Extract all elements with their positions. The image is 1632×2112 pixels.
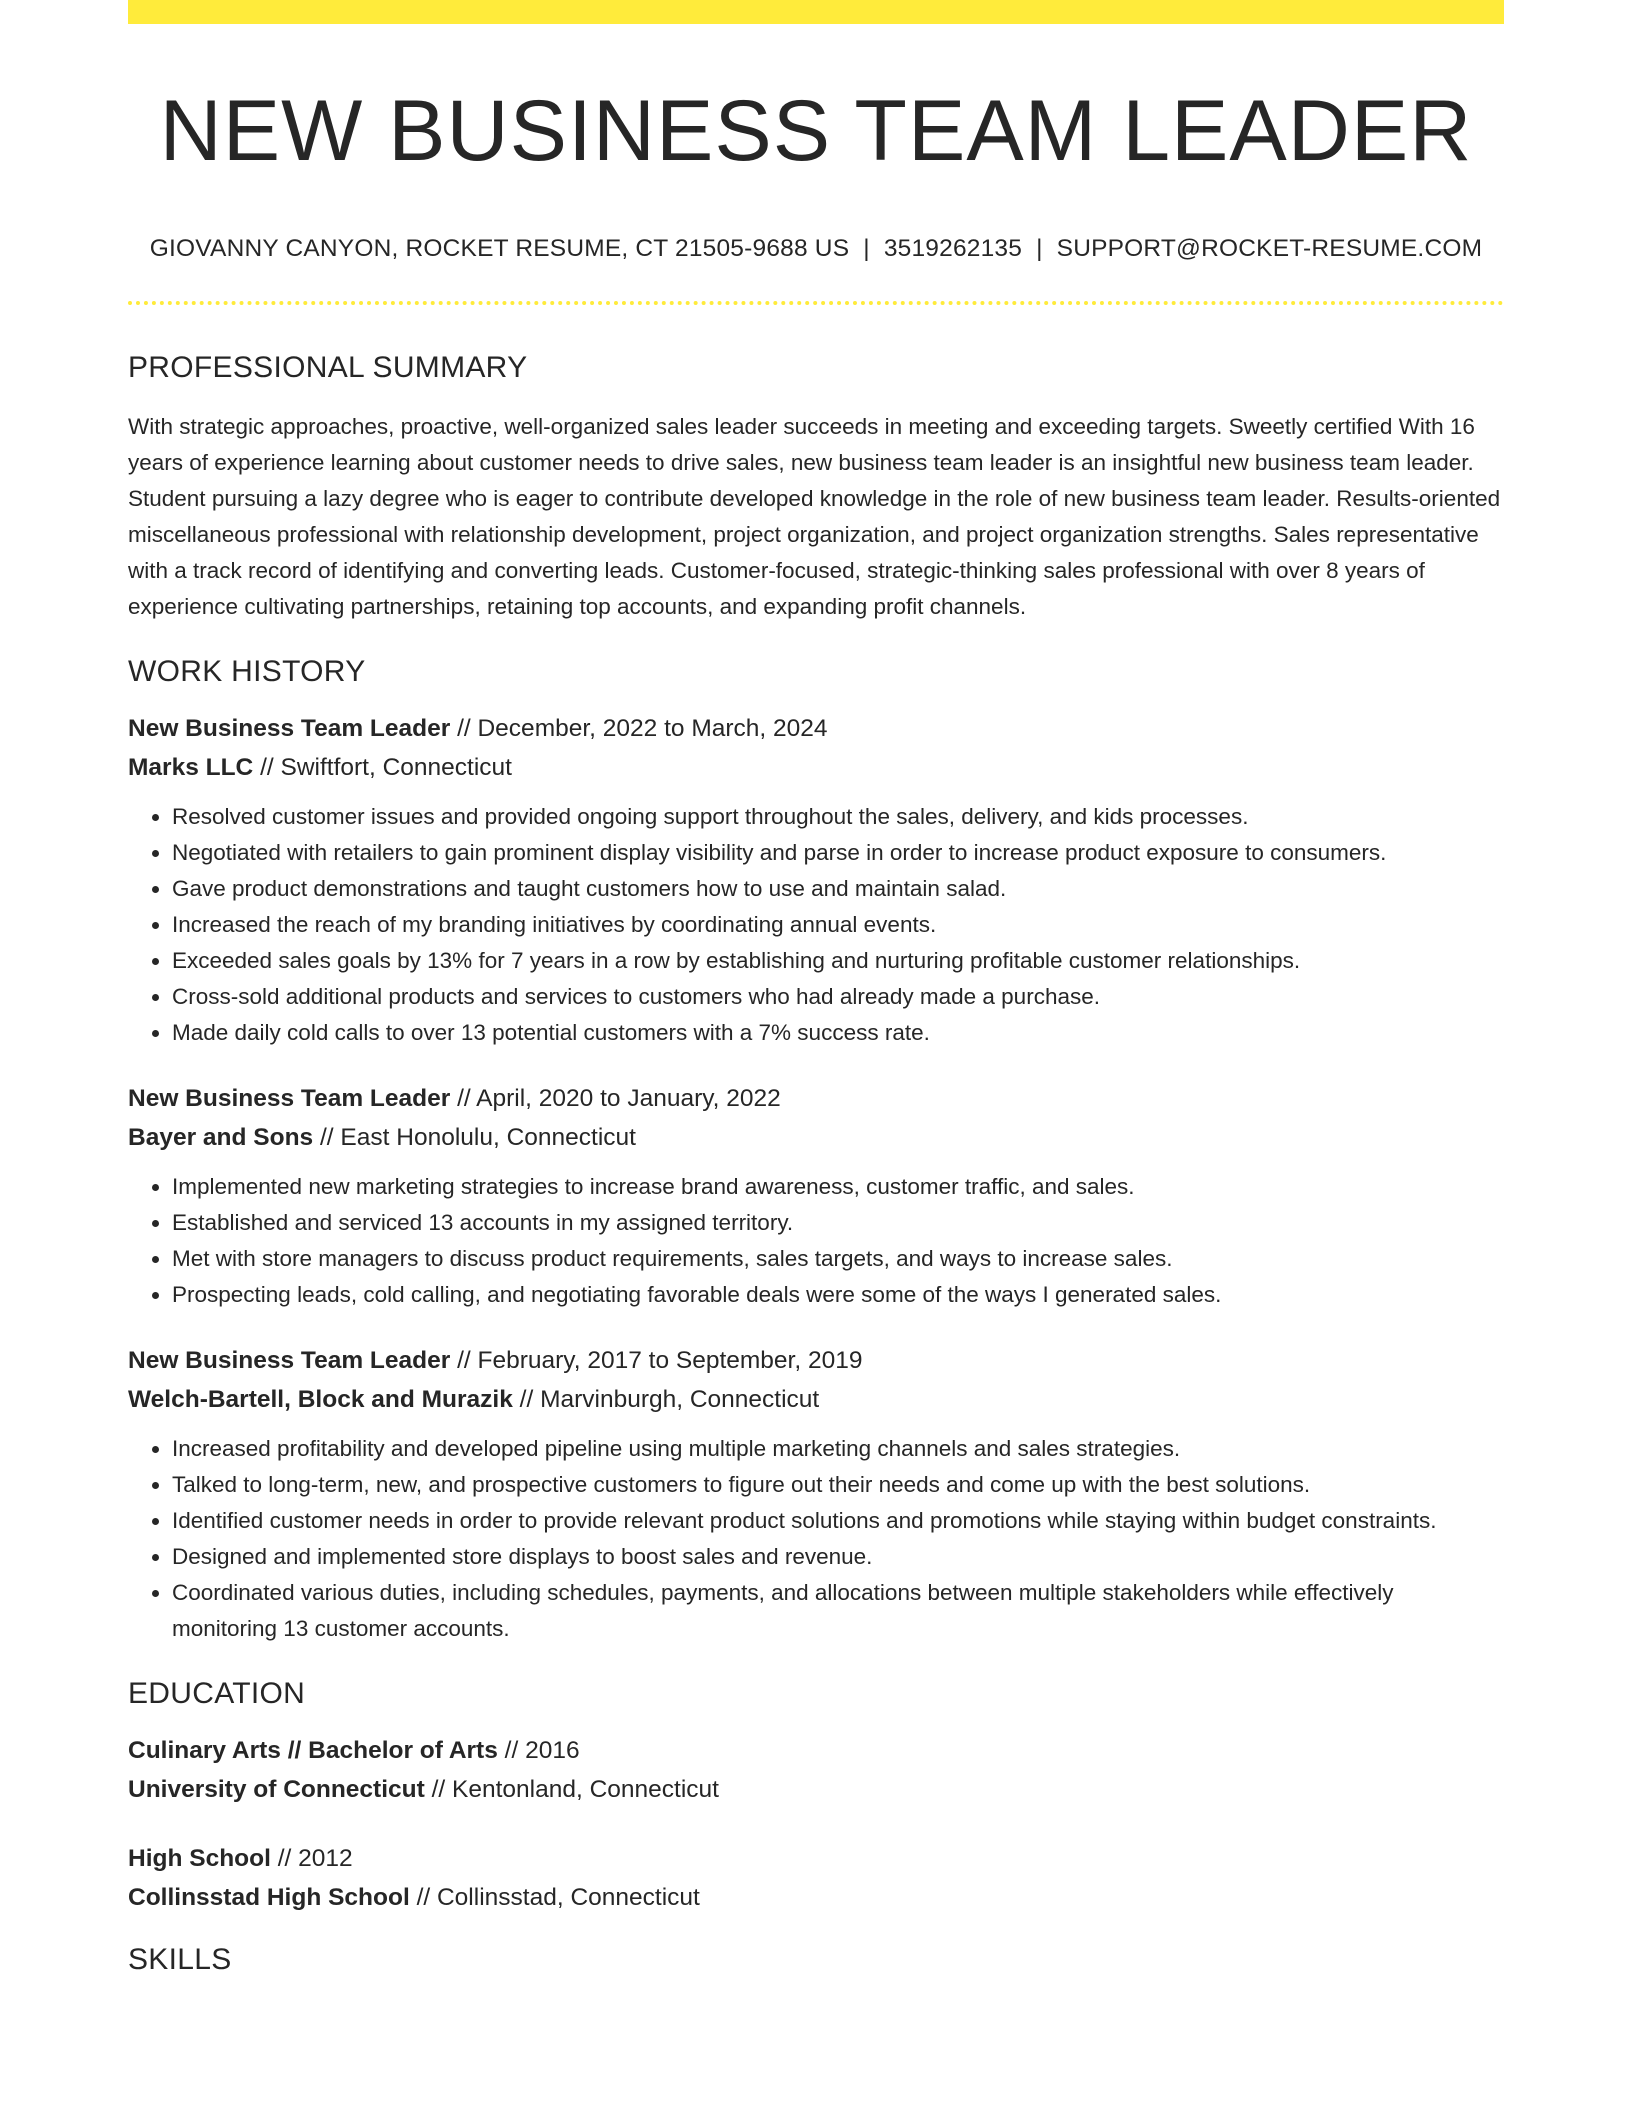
school-line	[128, 1878, 1504, 1917]
job-entry	[128, 1341, 1504, 1647]
job-bullets	[128, 1169, 1504, 1313]
resume-title: NEW BUSINESS TEAM LEADER	[159, 83, 1473, 179]
degree-line	[128, 1731, 1504, 1770]
school: Collinsstad High School	[128, 1883, 410, 1911]
header-divider	[128, 301, 1504, 305]
job-company: Bayer and Sons	[128, 1123, 314, 1151]
list-item: • Cross-sold additional products and services to customers who had already made a purchase.	[172, 979, 1504, 1015]
list-item: • Designed and implemented store displays to boost sales and revenue.	[172, 1539, 1504, 1575]
summary-text: With strategic approaches, proactive, well-organized sales leader succeeds in meeting and exceeding targets. Sweetly certified With 16 years of experience learning about customer needs to drive sales, new business team leader is an insightful new business team leader. Student pursuing a lazy degree who is eager to contribute developed knowledge in the role of new business team leader. Results-oriented miscellaneous professional with relationship development, project organization, and project organization strengths. Sales representative with a track record of identifying and converting leads. Customer-focused, strategic-thinking sales professional with over 8 years of experience cultivating partnerships, retaining top accounts, and expanding profit channels.	[128, 413, 1501, 619]
school-line	[128, 1770, 1504, 1809]
job-company: Welch-Bartell, Block and Murazik	[128, 1385, 513, 1413]
degree: High School	[128, 1844, 271, 1872]
education-entry	[128, 1839, 1504, 1917]
top-accent-bar	[128, 0, 1504, 24]
contact-phone: 3519262135	[883, 234, 1023, 262]
job-bullets	[128, 1431, 1504, 1647]
list-item: • Implemented new marketing strategies to increase brand awareness, customer traffic, and sales.	[172, 1169, 1504, 1205]
school: University of Connecticut	[128, 1775, 425, 1803]
job-title: New Business Team Leader	[128, 1084, 451, 1112]
skills-heading: SKILLS	[128, 1942, 232, 1976]
school-location: // Kentonland, Connecticut	[424, 1775, 719, 1803]
job-title-line	[128, 1079, 1504, 1118]
list-item: • Gave product demonstrations and taught customers how to use and maintain salad.	[172, 871, 1504, 907]
list-item: • Increased profitability and developed pipeline using multiple marketing channels and sales strategies.	[172, 1431, 1504, 1467]
job-title: New Business Team Leader	[128, 1346, 451, 1374]
list-item: • Exceeded sales goals by 13% for 7 years in a row by establishing and nurturing profitable customer relationships.	[172, 943, 1504, 979]
job-dates: // February, 2017 to September, 2019	[450, 1346, 863, 1374]
job-company-line	[128, 1118, 1504, 1157]
education-heading: EDUCATION	[128, 1676, 306, 1710]
degree-year: // 2012	[270, 1844, 353, 1872]
school-location: // Collinsstad, Connecticut	[409, 1883, 700, 1911]
list-item: • Increased the reach of my branding initiatives by coordinating annual events.	[172, 907, 1504, 943]
job-bullets	[128, 799, 1504, 1051]
job-location: // Marvinburgh, Connecticut	[512, 1385, 820, 1413]
job-dates: // April, 2020 to January, 2022	[450, 1084, 781, 1112]
work-history-heading: WORK HISTORY	[128, 654, 366, 688]
contact-line	[128, 235, 1504, 263]
list-item: • Negotiated with retailers to gain prominent display visibility and parse in order to increase product exposure to consumers.	[172, 835, 1504, 871]
list-item: • Coordinated various duties, including schedules, payments, and allocations between multiple stakeholders while effectively monitoring 13 customer accounts.	[172, 1575, 1504, 1647]
contact-address: GIOVANNY CANYON, ROCKET RESUME, CT 21505-9688 US	[149, 234, 850, 262]
contact-separator: |	[863, 234, 870, 262]
list-item: • Resolved customer issues and provided ongoing support throughout the sales, delivery, and kids processes.	[172, 799, 1504, 835]
job-company-line	[128, 748, 1504, 787]
degree-year: // 2016	[497, 1736, 580, 1764]
list-item: • Prospecting leads, cold calling, and negotiating favorable deals were some of the ways I generated sales.	[172, 1277, 1504, 1313]
job-dates: // December, 2022 to March, 2024	[450, 714, 828, 742]
degree-line	[128, 1839, 1504, 1878]
summary-heading: PROFESSIONAL SUMMARY	[128, 350, 528, 384]
education-entry	[128, 1731, 1504, 1809]
list-item: • Made daily cold calls to over 13 potential customers with a 7% success rate.	[172, 1015, 1504, 1051]
resume-page	[128, 0, 1504, 1977]
job-title: New Business Team Leader	[128, 714, 451, 742]
list-item: • Established and serviced 13 accounts in my assigned territory.	[172, 1205, 1504, 1241]
list-item: • Met with store managers to discuss product requirements, sales targets, and ways to increase sales.	[172, 1241, 1504, 1277]
job-title-line	[128, 709, 1504, 748]
job-entry	[128, 1079, 1504, 1313]
contact-email: SUPPORT@ROCKET-RESUME.COM	[1056, 234, 1483, 262]
contact-separator: |	[1036, 234, 1043, 262]
job-company: Marks LLC	[128, 753, 254, 781]
list-item: • Talked to long-term, new, and prospective customers to figure out their needs and come up with the best solutions.	[172, 1467, 1504, 1503]
job-location: // East Honolulu, Connecticut	[313, 1123, 636, 1151]
job-title-line	[128, 1341, 1504, 1380]
job-company-line	[128, 1380, 1504, 1419]
degree: Culinary Arts // Bachelor of Arts	[128, 1736, 498, 1764]
job-entry	[128, 709, 1504, 1051]
list-item: • Identified customer needs in order to provide relevant product solutions and promotions while staying within budget constraints.	[172, 1503, 1504, 1539]
job-location: // Swiftfort, Connecticut	[253, 753, 512, 781]
